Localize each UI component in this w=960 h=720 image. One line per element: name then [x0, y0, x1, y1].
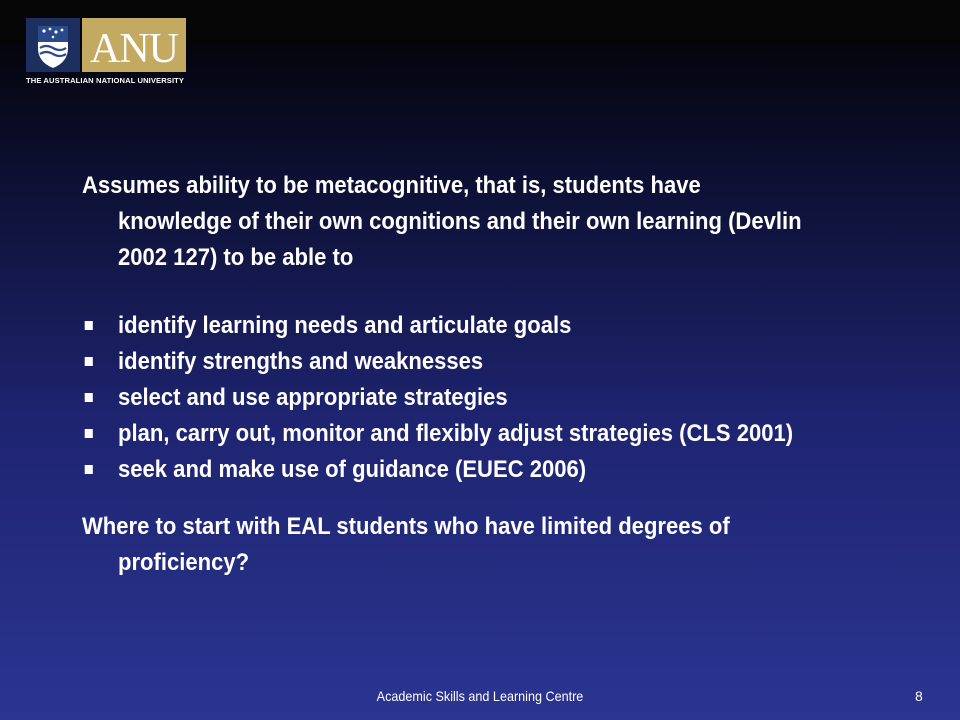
- square-bullet-icon: [85, 393, 93, 402]
- list-item: select and use appropriate strategies: [82, 383, 802, 412]
- footer-centre-label: Academic Skills and Learning Centre: [376, 688, 584, 704]
- list-item: plan, carry out, monitor and flexibly adjust strategies (CLS 2001): [82, 419, 802, 448]
- list-item: identify learning needs and articulate goals: [82, 311, 802, 340]
- bullet-list: [82, 311, 802, 484]
- logo-subtitle: THE AUSTRALIAN NATIONAL UNIVERSITY: [26, 76, 185, 85]
- square-bullet-icon: [85, 357, 93, 366]
- list-item: identify strengths and weaknesses: [82, 347, 802, 376]
- page-number: 8: [915, 688, 923, 704]
- list-item: seek and make use of guidance (EUEC 2006): [82, 455, 802, 484]
- square-bullet-icon: [85, 465, 93, 474]
- anu-crest-icon: [26, 18, 186, 74]
- closing-question: Where to start with EAL students who have limited degrees of proficiency?: [82, 513, 730, 576]
- anu-wordmark: ANU: [90, 26, 178, 72]
- square-bullet-icon: [85, 429, 93, 438]
- slide-content: [82, 168, 802, 581]
- square-bullet-icon: [85, 321, 93, 330]
- intro-paragraph: Assumes ability to be metacognitive, that is, students have knowledge of their own cognitions and their own learning (Devlin 2002 127) to be able to: [82, 172, 802, 271]
